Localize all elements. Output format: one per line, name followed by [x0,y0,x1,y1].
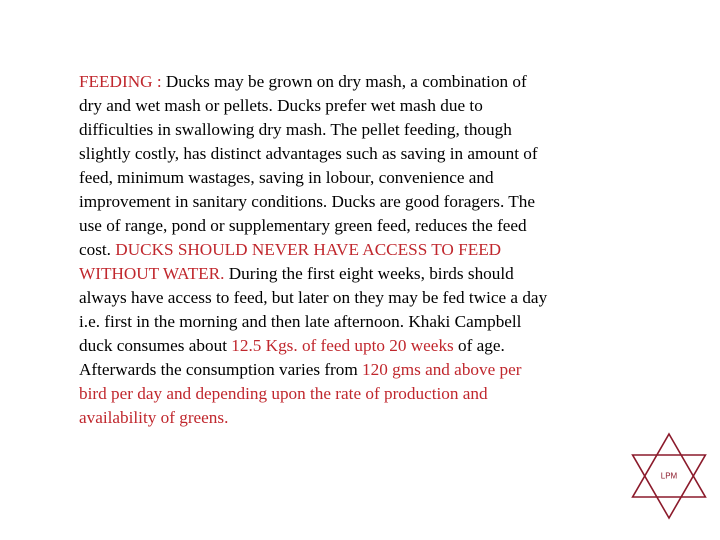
paragraph-line [79,262,639,286]
body-text: difficulties in swallowing dry mash. The pellet feeding, though [79,120,512,139]
lpm-logo [625,432,713,520]
body-text: During the first eight weeks, birds should [224,264,514,283]
paragraph-line [79,382,639,406]
paragraph-line [79,310,639,334]
highlighted-text: availability of greens. [79,408,229,427]
paragraph-line [79,358,639,382]
paragraph-line [79,238,639,262]
body-text: cost. [79,240,116,259]
paragraph-line [79,334,639,358]
paragraph-line [79,190,639,214]
body-text: always have access to feed, but later on they may be fed twice a day [79,288,548,307]
paragraph-line [79,214,639,238]
highlighted-text: 120 gms and above per [362,360,522,379]
body-text: Afterwards the consumption varies from [79,360,363,379]
paragraph-line [79,118,639,142]
paragraph-line [79,406,639,430]
highlighted-text: 12.5 Kgs. of feed upto 20 weeks [231,336,454,355]
paragraph-line [79,70,639,94]
star-triangle-up [633,434,706,497]
paragraph-line [79,94,639,118]
body-text: i.e. first in the morning and then late afternoon. Khaki Campbell [79,312,522,331]
body-text: feed, minimum wastages, saving in lobour, convenience and [79,168,494,187]
body-text: Ducks may be grown on dry mash, a combination of [165,72,527,91]
body-text: duck consumes about [79,336,232,355]
body-text: of age. [453,336,505,355]
body-text: dry and wet mash or pellets. Ducks prefer wet mash due to [79,96,483,115]
highlighted-text: WITHOUT WATER. [79,264,225,283]
paragraph-line [79,166,639,190]
body-text: slightly costly, has distinct advantages such as saving in amount of [79,144,538,163]
paragraph-line [79,286,639,310]
star-of-david-icon [625,432,713,520]
highlighted-text: bird per day and depending upon the rate of production and [79,384,488,403]
paragraph-line [79,142,639,166]
highlighted-text: FEEDING : [79,72,166,91]
highlighted-text: DUCKS SHOULD NEVER HAVE ACCESS TO FEED [115,240,502,259]
body-text: improvement in sanitary conditions. Ducks are good foragers. The [79,192,535,211]
logo-label: LPM [660,471,678,481]
body-text: use of range, pond or supplementary green feed, reduces the feed [79,216,527,235]
star-triangle-down [633,455,706,518]
feeding-paragraph [79,70,639,430]
